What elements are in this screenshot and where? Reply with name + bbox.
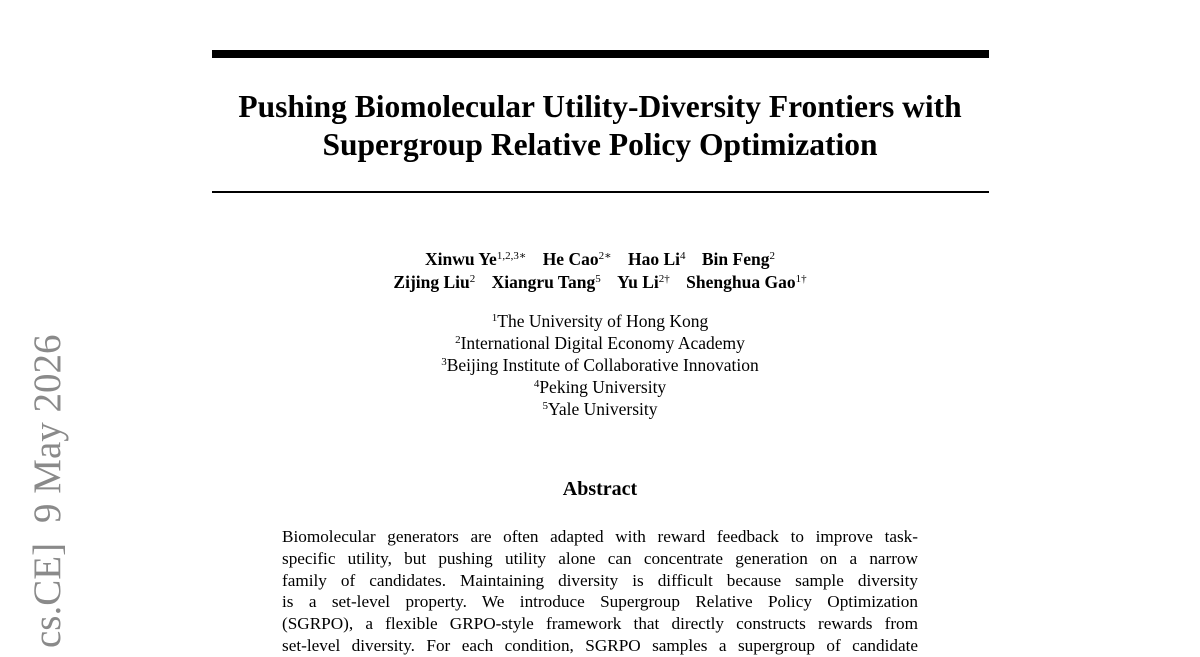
affiliation [300,398,900,420]
arxiv-side-stamp [24,314,72,648]
author-marks: 2∗ [598,250,612,262]
author [617,272,670,292]
abstract-line: Biomolecular generators are often adapted with reward feedback to improve task- [282,527,918,546]
affiliation-name: Yale University [547,399,658,419]
title-line: Supergroup Relative Policy Optimization [322,127,878,162]
affiliation-mark: 2 [455,334,461,346]
abstract-line: set-level diversity. For each condition, SGRPO samples a supergroup of candidate [282,635,918,655]
author-name: Shenghua Gao [686,272,796,292]
affiliation [300,354,900,376]
affiliation-mark: 1 [491,312,498,324]
author [686,272,806,292]
arxiv-date: 9 May 2026 [26,334,69,523]
author-marks: 4 [679,250,686,262]
author-marks: 1,2,3∗ [496,250,527,262]
affiliation-mark: 3 [441,356,447,368]
affiliation-name: Beijing Institute of Collaborative Innovation [446,355,759,375]
author-marks: 5 [595,273,601,285]
affiliation-mark: 4 [533,378,540,390]
abstract-line: specific utility, but pushing utility alone can concentrate generation on a narrow [282,548,918,568]
affiliation-name: The University of Hong Kong [497,311,709,331]
author [425,249,526,269]
author-line [250,248,950,271]
author-marks: 2† [658,273,670,285]
author [393,272,475,292]
author [702,249,775,269]
author-line [250,271,950,294]
author [628,249,686,269]
affiliation-list [300,310,900,420]
author-marks: 2 [769,250,775,262]
abstract-body [282,526,918,657]
author-name: Hao Li [627,249,680,269]
author-name: He Cao [542,249,599,269]
affiliation-name: International Digital Economy Academy [460,333,745,353]
author [543,249,612,269]
author-list [250,248,950,294]
affiliation-name: Peking University [539,377,667,397]
author-name: Bin Feng [701,249,770,269]
author-name: Yu Li [617,272,659,292]
affiliation [300,332,900,354]
author-name: Zijing Liu [393,272,470,292]
affiliation [300,310,900,332]
top-rule [212,50,989,58]
author [492,272,601,292]
abstract-line: is a set-level property. We introduce Supergroup Relative Policy Optimization [282,592,918,612]
arxiv-category: cs.CE] [26,542,69,648]
affiliation-mark: 5 [542,400,548,412]
affiliation [300,376,900,398]
author-marks: 1† [795,273,807,285]
abstract-heading: Abstract [562,478,638,500]
abstract-line: family of candidates. Maintaining diversity is difficult because sample diversity [282,570,918,590]
title-line: Pushing Biomolecular Utility-Diversity Frontiers with [238,89,962,124]
title-bottom-rule [212,191,989,193]
author-name: Xinwu Ye [425,249,497,269]
author-marks: 2 [469,273,476,285]
abstract-line: (SGRPO), a flexible GRPO-style framework that directly constructs rewards from [282,614,918,634]
author-name: Xiangru Tang [491,272,596,292]
paper-title [150,88,1050,164]
